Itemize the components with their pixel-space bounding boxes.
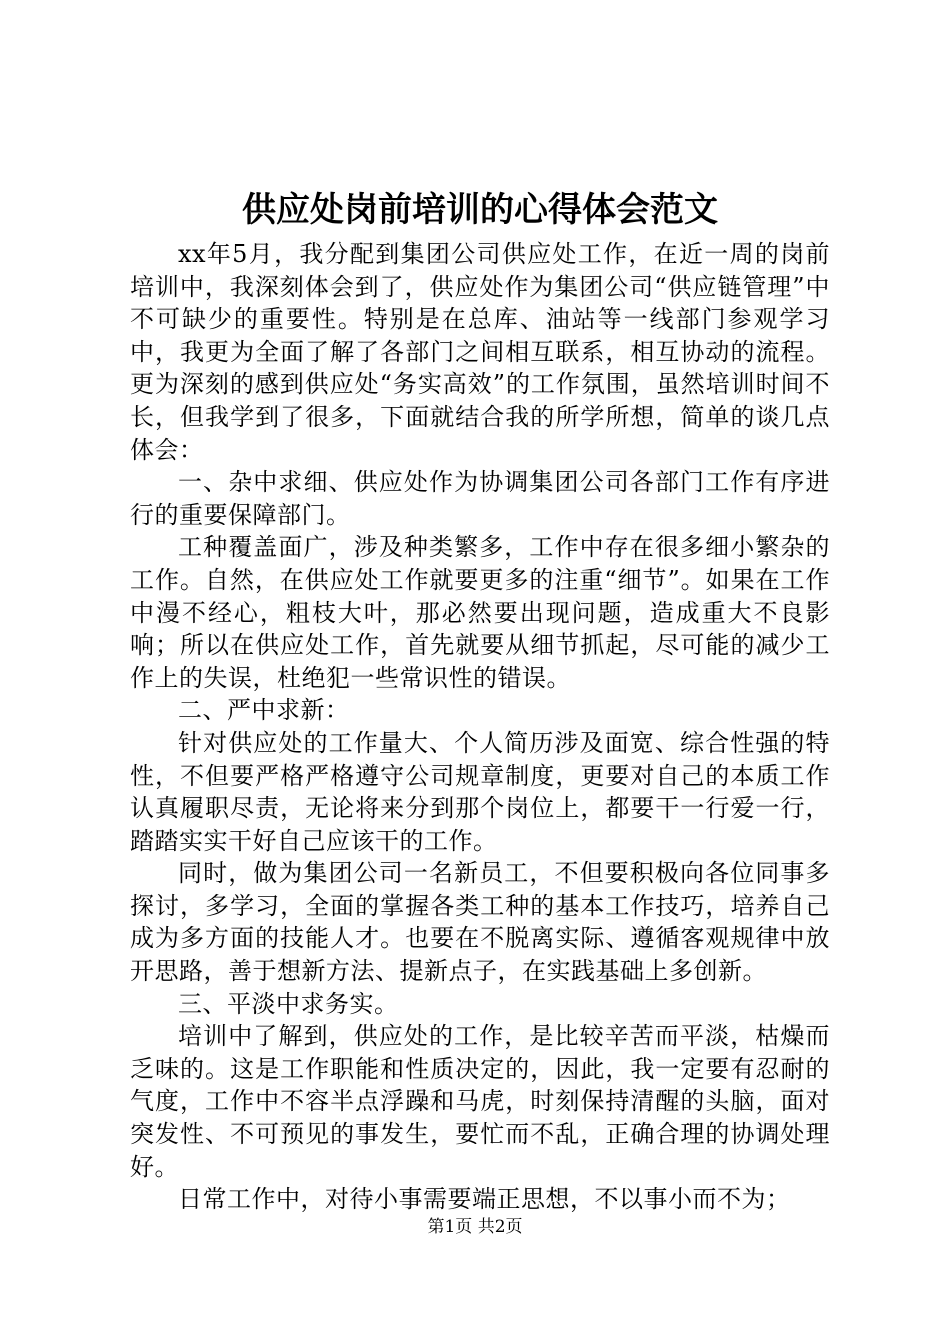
- section-heading: 二、严中求新：: [178, 696, 350, 725]
- page-footer: 第1页 共2页: [427, 1217, 523, 1237]
- document-body: [130, 238, 830, 1216]
- paragraph: 日常工作中，对待小事需要端正思想，不以事小而不为；: [178, 1185, 791, 1214]
- paragraph: 一、杂中求细、供应处作为协调集团公司各部门工作有序进行的重要保障部门。: [130, 468, 830, 529]
- paragraph: xx年5月，我分配到集团公司供应处工作，在近一周的岗前培训中，我深刻体会到了，供应处作为集团公司“供应链管理”中不可缺少的重要性。特别是在总库、油站等一线部门参观学习中，我更为全面了解了各部门之间相互联系，相互协动的流程。更为深刻的感到供应处“务实高效”的工作氛围，虽然培训时间不长，但我学到了很多，下面就结合我的所学所想，简单的谈几点体会：: [130, 240, 830, 464]
- section-heading: 三、平淡中求务实。: [178, 989, 399, 1018]
- paragraph: 同时，做为集团公司一名新员工，不但要积极向各位同事多探讨，多学习，全面的掌握各类工种的基本工作技巧，培养自己成为多方面的技能人才。也要在不脱离实际、遵循客观规律中放开思路，善于想新方法、提新点子，在实践基础上多创新。: [130, 859, 830, 986]
- paragraph: 培训中了解到，供应处的工作，是比较辛苦而平淡，枯燥而乏味的。这是工作职能和性质决定的，因此，我一定要有忍耐的气度，工作中不容半点浮躁和马虎，时刻保持清醒的头脑，面对突发性、不可预见的事发生，要忙而不乱，正确合理的协调处理好。: [130, 1022, 830, 1181]
- paragraph: 针对供应处的工作量大、个人简历涉及面宽、综合性强的特性，不但要严格严格遵守公司规章制度，更要对自己的本质工作认真履职尽责，无论将来分到那个岗位上，都要干一行爱一行，踏踏实实干好自己应该干的工作。: [130, 728, 830, 855]
- document-title: 供应处岗前培训的心得体会范文: [242, 190, 718, 230]
- paragraph: 工种覆盖面广，涉及种类繁多，工作中存在很多细小繁杂的工作。自然，在供应处工作就要更多的注重“细节”。如果在工作中漫不经心，粗枝大叶，那必然要出现问题，造成重大不良影响；所以在供应处工作，首先就要从细节抓起，尽可能的减少工作上的失误，杜绝犯一些常识性的错误。: [130, 533, 830, 692]
